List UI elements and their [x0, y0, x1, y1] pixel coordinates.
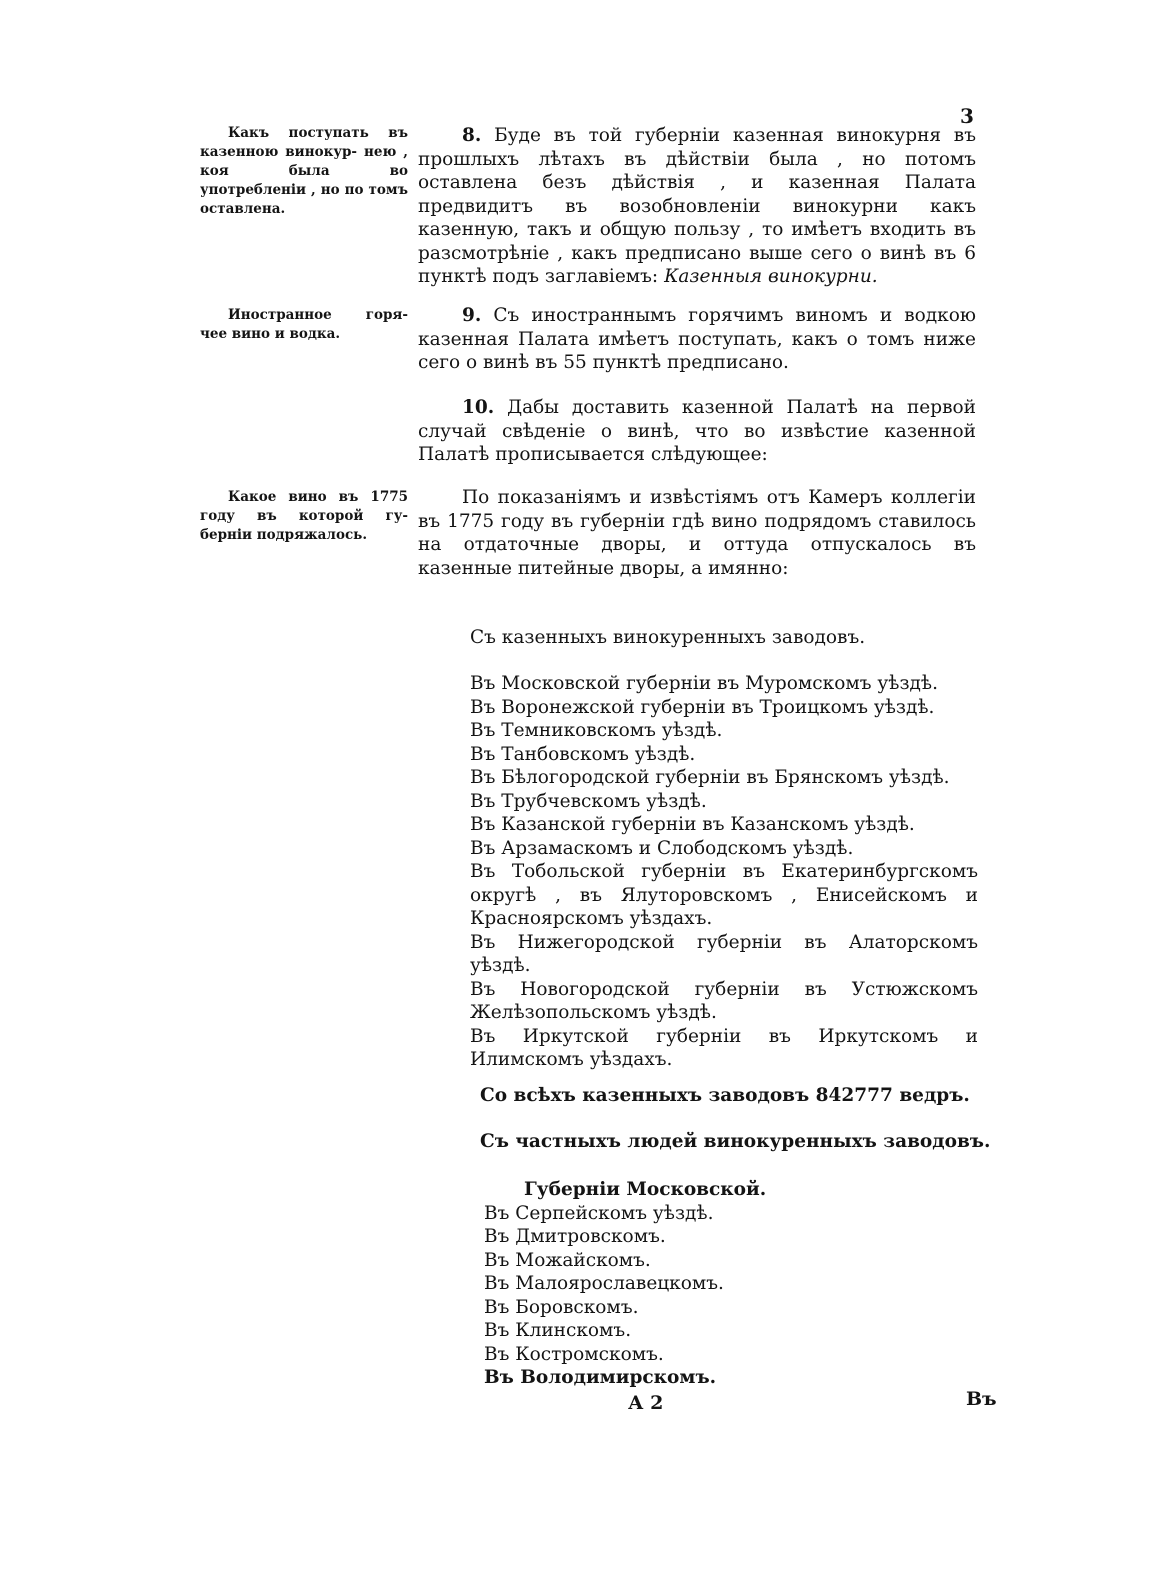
private-subheading: Губерніи Московской.: [524, 1179, 767, 1200]
list-item: Въ Арзамаскомъ и Слободскомъ уѣздѣ.: [470, 837, 854, 859]
catchword: Въ: [966, 1388, 997, 1410]
paragraph-11: [418, 486, 976, 580]
page-number: 3: [960, 104, 974, 128]
paragraph-10-text: Дабы доставить казенной Палатѣ на первой случай свѣденіе о винѣ, что во извѣстие казенной Палатѣ прописывается слѣдующее:: [418, 397, 976, 465]
signature-mark: А 2: [628, 1392, 664, 1414]
list-item: Въ Тобольской губерніи въ Екатеринбургскомъ округѣ , въ Ялуторовскомъ , Енисейскомъ и Красноярскомъ уѣздахъ.: [470, 861, 978, 929]
list-item: Въ Серпейскомъ уѣздѣ.: [484, 1202, 714, 1224]
list-item: Въ Костромскомъ.: [484, 1343, 664, 1365]
private-distilleries-section: [480, 1130, 1000, 1154]
state-total-line: Со всѣхъ казенныхъ заводовъ 842777 ведръ.: [480, 1085, 970, 1106]
paragraph-9-number: 9.: [462, 305, 482, 326]
paragraph-10-number: 10.: [462, 397, 495, 418]
paragraph-8-number: 8.: [462, 125, 482, 146]
paragraph-11-text: По показаніямъ и извѣстіямъ отъ Камеръ коллегіи въ 1775 году въ губерніи гдѣ вино подрядомъ ставилось на отдаточные дворы, и оттуда отпускалось въ казенные питейные дворы, а имянно:: [418, 487, 976, 579]
list-item: Въ Малоярославецкомъ.: [484, 1273, 724, 1294]
state-distilleries-list: [470, 672, 990, 1072]
paragraph-9: [418, 304, 976, 375]
state-total: [480, 1084, 1000, 1108]
list-item: Въ Можайскомъ.: [484, 1249, 651, 1271]
state-distilleries-section: [470, 626, 990, 650]
margin-note-foreign-spirits: Иностранное горя- чее вино и водка.: [200, 307, 408, 342]
list-item: Въ Боровскомъ.: [484, 1296, 639, 1318]
paragraph-10: [418, 396, 976, 467]
list-item: Въ Казанской губерніи въ Казанскомъ уѣздѣ.: [470, 814, 915, 835]
list-item: Въ Темниковскомъ уѣздѣ.: [470, 720, 723, 741]
list-item: Въ Клинскомъ.: [484, 1320, 632, 1341]
list-item: Въ Танбовскомъ уѣздѣ.: [470, 743, 696, 765]
list-item: Въ Воронежской губерніи въ Троицкомъ уѣздѣ.: [470, 696, 935, 718]
paragraph-8: [418, 124, 976, 289]
list-item: Въ Володимирскомъ.: [484, 1367, 717, 1388]
private-section-heading: Съ частныхъ людей винокуренныхъ заводовъ.: [480, 1131, 991, 1152]
margin-note-wine-1775: Какое вино въ 1775 году въ которой гу- берніи подряжалось.: [200, 489, 408, 543]
list-item: Въ Дмитровскомъ.: [484, 1226, 666, 1247]
paragraph-8-text: Буде въ той губерніи казенная винокурня въ прошлыхъ лѣтахъ въ дѣйствіи была , но потомъ оставлена безъ дѣйствія , и казенная Палата предвидитъ въ возобновленіи винокурни какъ казенную, такъ и общую пользу , то имѣетъ входить въ разсмотрѣніе , какъ предписано выше сего о винѣ въ 6 пунктѣ подъ заглавіемъ:: [418, 125, 976, 287]
list-item: Въ Новогородской губерніи въ Устюжскомъ Желѣзопольскомъ уѣздѣ.: [470, 978, 978, 1023]
margin-note-state-distillery: Какъ поступать въ казенною винокур- нею , коя была во употребленіи , но по томъ оставлена.: [200, 125, 408, 217]
list-item: Въ Нижегородской губерніи въ Алаторскомъ уѣздѣ.: [470, 931, 978, 976]
list-item: Въ Московской губерніи въ Муромскомъ уѣздѣ.: [470, 673, 938, 694]
private-distilleries-list: [484, 1178, 1004, 1390]
paragraph-9-text: Съ иностраннымъ горячимъ виномъ и водкою казенная Палата имѣетъ поступать, какъ о томъ ниже сего о винѣ въ 55 пунктѣ предписано.: [418, 305, 976, 373]
list-item: Въ Бѣлогородской губерніи въ Брянскомъ уѣздѣ.: [470, 767, 950, 788]
list-item: Въ Трубчевскомъ уѣздѣ.: [470, 790, 707, 812]
paragraph-8-reference: Казенныя винокурни.: [664, 266, 878, 287]
list-item: Въ Иркутской губерніи въ Иркутскомъ и Илимскомъ уѣздахъ.: [470, 1025, 978, 1070]
state-section-heading: Съ казенныхъ винокуренныхъ заводовъ.: [470, 627, 866, 648]
